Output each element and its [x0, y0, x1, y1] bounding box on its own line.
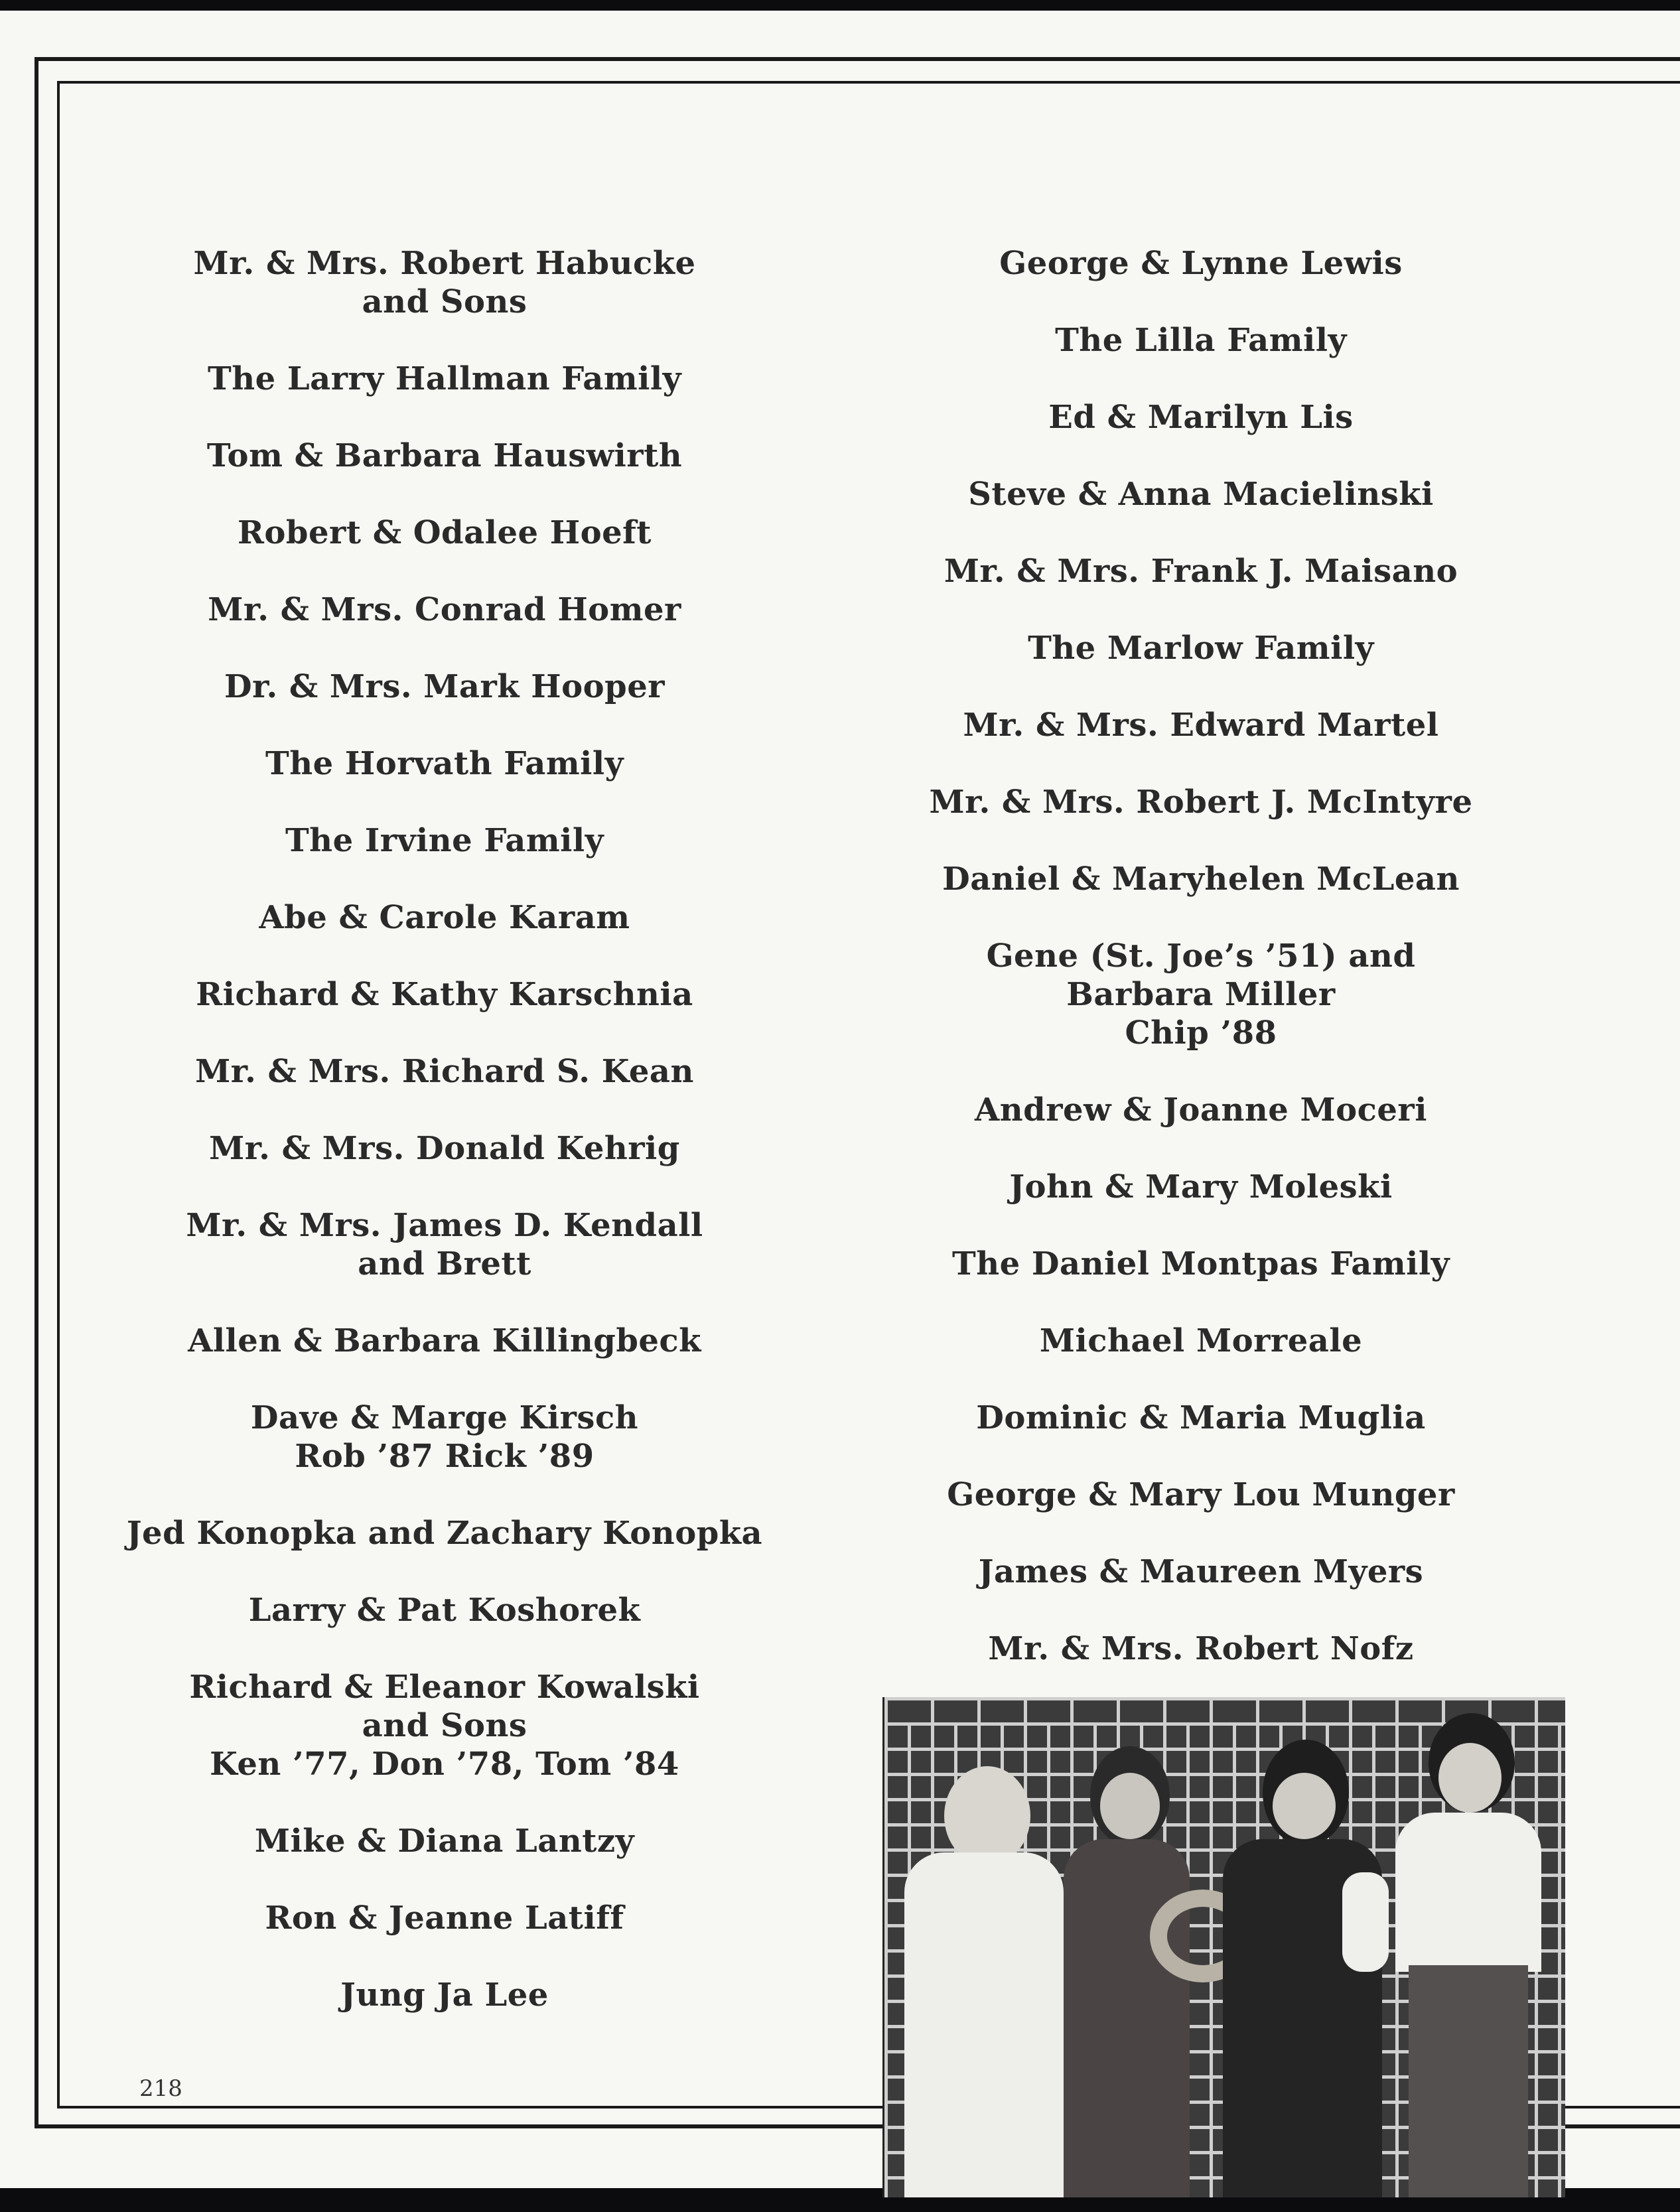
- patron-entry: The Irvine Family: [285, 822, 604, 859]
- patron-entry: Ed & Marilyn Lis: [1048, 399, 1354, 436]
- patron-entry: Mr. & Mrs. Richard S. Kean: [195, 1053, 694, 1090]
- patron-entry: Larry & Pat Koshorek: [248, 1592, 641, 1629]
- patron-entry: James & Maureen Myers: [978, 1553, 1424, 1590]
- patron-entry: Jung Ja Lee: [340, 1976, 549, 2014]
- patron-entry: Mr. & Mrs. Donald Kehrig: [209, 1130, 680, 1167]
- patron-entry: Steve & Anna Macielinski: [968, 476, 1434, 513]
- patron-entry: Richard & Kathy Karschnia: [196, 976, 693, 1013]
- patron-entry: Mr. & Mrs. James D. Kendall and Brett: [186, 1207, 703, 1282]
- patron-entry: Mr. & Mrs. Robert J. McIntyre: [929, 784, 1473, 821]
- patron-entry: The Larry Hallman Family: [207, 360, 682, 397]
- patron-entry: Dave & Marge Kirsch Rob ’87 Rick ’89: [250, 1399, 639, 1475]
- patron-entry: Tom & Barbara Hauswirth: [206, 437, 683, 474]
- patron-entry: Ron & Jeanne Latiff: [265, 1900, 624, 1937]
- patron-entry: Mr. & Mrs. Edward Martel: [963, 707, 1439, 744]
- patron-entry: Robert & Odalee Hoeft: [238, 514, 652, 551]
- patron-entry: Mr. & Mrs. Robert Nofz: [988, 1630, 1414, 1667]
- patron-entry: Mike & Diana Lantzy: [254, 1823, 635, 1860]
- patron-entry: The Daniel Montpas Family: [951, 1245, 1450, 1282]
- photo-person-1: [898, 1766, 1064, 2197]
- patron-entry: Allen & Barbara Killingbeck: [188, 1322, 701, 1359]
- patron-entry: The Marlow Family: [1028, 630, 1374, 667]
- patron-entry: Dr. & Mrs. Mark Hooper: [224, 668, 665, 705]
- patron-entry: Mr. & Mrs. Conrad Homer: [208, 591, 681, 628]
- patron-entry: Mr. & Mrs. Frank J. Maisano: [944, 553, 1458, 590]
- patron-entry: Andrew & Joanne Moceri: [975, 1091, 1427, 1129]
- patron-entry: Mr. & Mrs. Robert Habucke and Sons: [193, 245, 696, 320]
- patron-entry: Michael Morreale: [1039, 1322, 1363, 1359]
- patron-entry: The Horvath Family: [265, 745, 624, 782]
- patron-entry: George & Mary Lou Munger: [947, 1476, 1455, 1513]
- patron-entry: Abe & Carole Karam: [259, 899, 630, 936]
- patron-list-right: [849, 244, 1553, 1706]
- patron-entry: Daniel & Maryhelen McLean: [942, 861, 1460, 898]
- yearbook-page: [0, 11, 1680, 2188]
- patron-entry: The Lilla Family: [1055, 322, 1347, 359]
- patron-entry: John & Mary Moleski: [1009, 1168, 1393, 1206]
- group-photo: [882, 1697, 1565, 2197]
- patron-list-left: [93, 244, 796, 2053]
- patron-entry: George & Lynne Lewis: [999, 245, 1403, 282]
- photo-person-3: [1216, 1740, 1389, 2197]
- photo-person-4: [1389, 1713, 1548, 2197]
- patron-entry: Richard & Eleanor Kowalski and Sons Ken ’77, Don ’78, Tom ’84: [189, 1669, 700, 1783]
- patron-entry: Jed Konopka and Zachary Konopka: [126, 1515, 763, 1552]
- patron-entry: Gene (St. Joe’s ’51) and Barbara Miller Chip ’88: [986, 937, 1416, 1052]
- page-number: 218: [139, 2075, 182, 2102]
- patron-entry: Dominic & Maria Muglia: [976, 1399, 1426, 1436]
